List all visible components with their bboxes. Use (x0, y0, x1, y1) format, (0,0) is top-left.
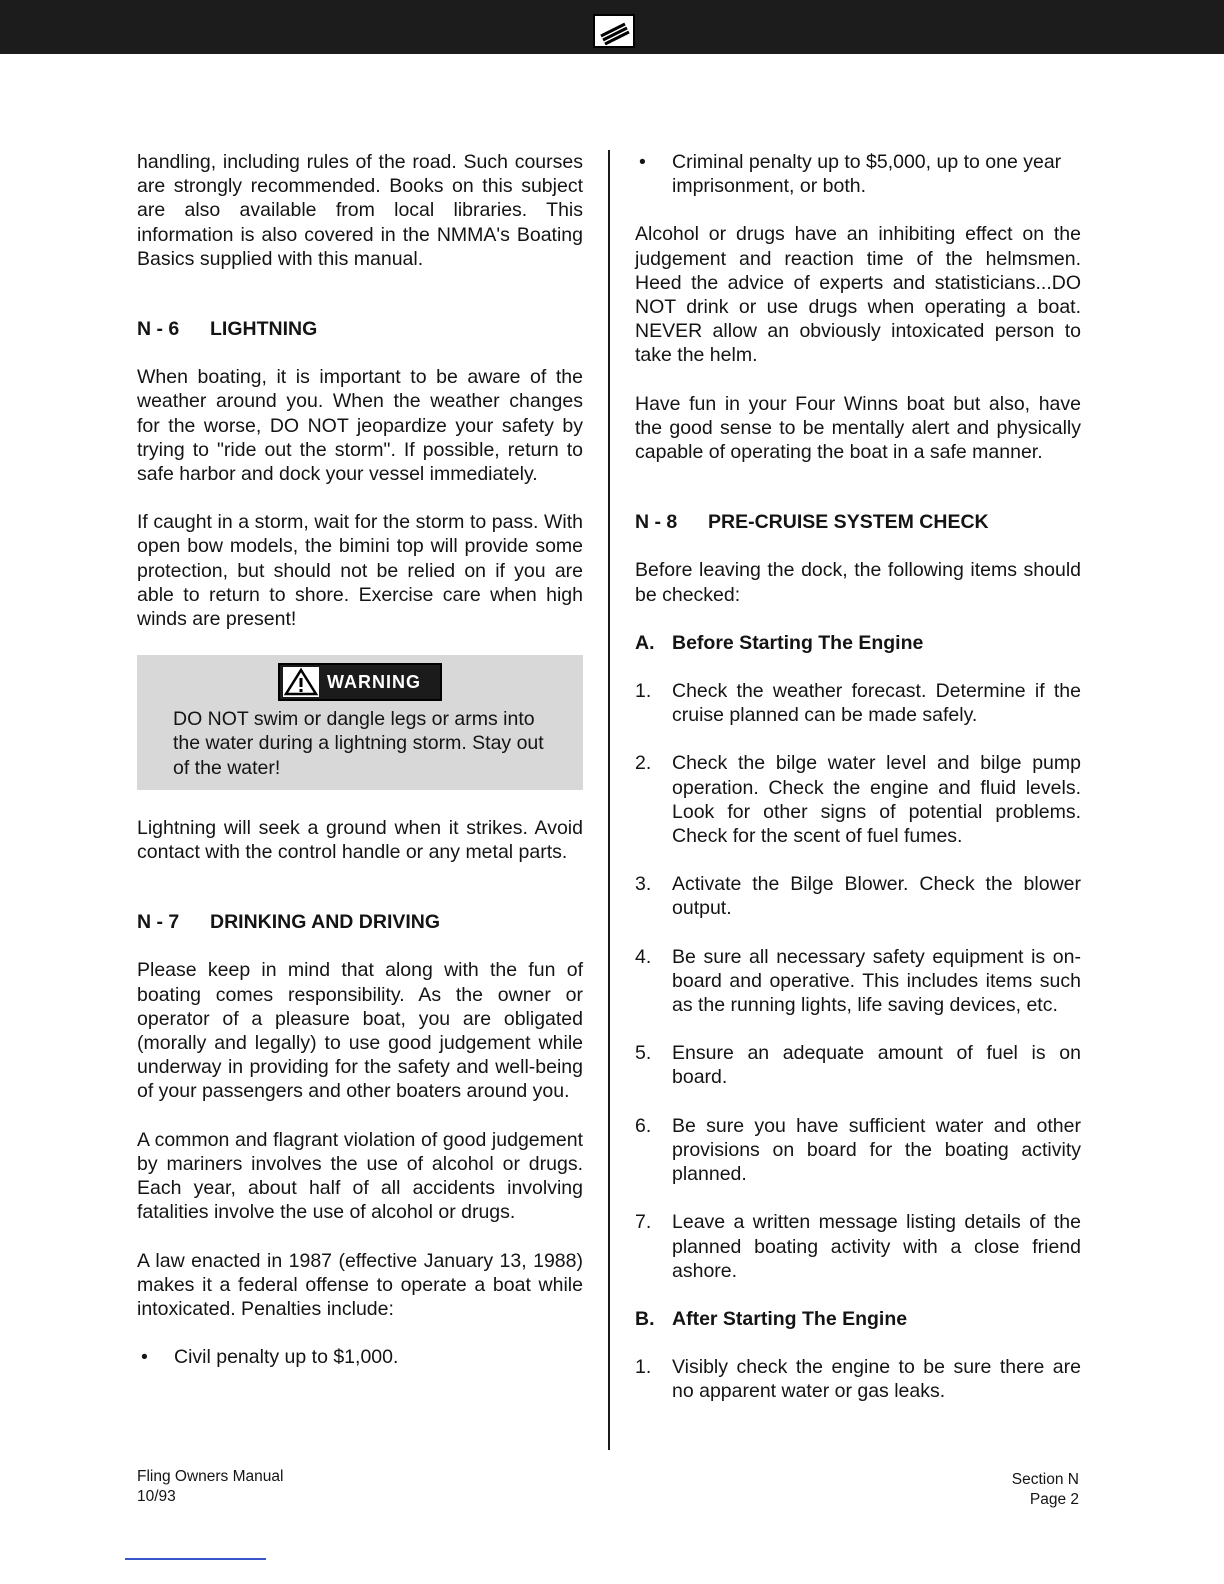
bullet-icon: • (639, 151, 646, 173)
bottom-edge-line (125, 1558, 266, 1560)
list-item (635, 945, 1081, 1018)
footer-left (137, 1467, 283, 1507)
item-text: Ensure an adequate amount of fuel is on board. (672, 1042, 1081, 1089)
paragraph: Lightning will seek a ground when it strikes. Avoid contact with the control handle or any metal parts. (137, 816, 583, 864)
section-heading-n7 (137, 910, 583, 934)
section-number: N - 6 (137, 318, 180, 341)
column-divider (608, 150, 610, 1450)
paragraph: When boating, it is important to be aware of the weather around you. When the weather changes for the worse, DO NOT jeopardize your safety by trying to "ride out the storm". If possible, return to safe harbor and dock your vessel immediately. (137, 366, 583, 486)
bullet-text: Criminal penalty up to $5,000, up to one year imprisonment, or both. (672, 151, 1062, 198)
subheading-letter: A. (635, 631, 655, 654)
subheading-title: Before Starting The Engine (672, 631, 924, 654)
section-heading-n8 (635, 510, 1081, 534)
paragraph: Please keep in mind that along with the fun of boating comes responsibility. As the owner or operator of a pleasure boat, you are obligated (morally and legally) to use good judgement while underway in providing for the safety and well-being of your passengers and other boaters around you. (137, 959, 583, 1103)
item-number: 6. (635, 1114, 652, 1137)
section-title: PRE-CRUISE SYSTEM CHECK (708, 511, 989, 534)
item-text: Check the bilge water level and bilge pump operation. Check the engine and fluid levels. Look for other signs of potential problems. Check for the scent of fuel fumes. (672, 752, 1081, 848)
warning-label-text: WARNING (327, 672, 421, 693)
four-winns-logo-icon (593, 14, 635, 48)
bullet-item (137, 1345, 583, 1369)
intro-paragraph: handling, including rules of the road. Such courses are strongly recommended. Books on this subject are also available from local libraries. This information is also covered in the NMMA's Boating Basics supplied with this manual. (137, 151, 583, 270)
list-item (635, 1355, 1081, 1403)
warning-label (278, 663, 442, 701)
item-text: Be sure you have sufficient water and other provisions on board for the boating activity planned. (672, 1114, 1081, 1186)
paragraph: Alcohol or drugs have an inhibiting effect on the judgement and reaction time of the helmsmen. Heed the advice of experts and statisticians...DO NOT drink or use drugs when operating a boat. NEVER allow an obviously intoxicated person to take the helm. (635, 223, 1081, 367)
item-number: 2. (635, 752, 652, 775)
paragraph: A common and flagrant violation of good judgement by mariners involves the use of alcohol or drugs. Each year, about half of all accidents involving fatalities involve the use of alcohol or drugs. (137, 1128, 583, 1224)
item-text: Leave a written message listing details of the planned boating activity with a close friend ashore. (672, 1211, 1081, 1282)
item-number: 4. (635, 945, 652, 968)
header-bar (0, 0, 1224, 54)
item-text: Check the weather forecast. Determine if the cruise planned can be made safely. (672, 680, 1081, 727)
page-number: Page 2 (1029, 1491, 1079, 1508)
item-number: 3. (635, 873, 652, 896)
item-text: Activate the Bilge Blower. Check the blower output. (672, 873, 1081, 920)
list-item (635, 1114, 1081, 1187)
list-item (635, 872, 1081, 920)
item-number: 1. (635, 1356, 652, 1379)
list-item (635, 1041, 1081, 1089)
item-number: 7. (635, 1211, 652, 1234)
bullet-text: Civil penalty up to $1,000. (174, 1346, 399, 1369)
section-title: LIGHTNING (210, 318, 318, 341)
item-text: Be sure all necessary safety equipment is on-board and operative. This includes items such as the running lights, life saving devices, etc. (672, 945, 1081, 1017)
subheading-a (635, 631, 1081, 655)
subheading-b (635, 1307, 1081, 1331)
subheading-title: After Starting The Engine (672, 1307, 908, 1330)
section-number: N - 7 (137, 911, 180, 934)
section-heading-n6 (137, 317, 583, 341)
section-number: N - 8 (635, 511, 678, 534)
paragraph: Have fun in your Four Winns boat but also, have the good sense to be mentally alert and physically capable of operating the boat in a safe manner. (635, 392, 1081, 464)
list-item (635, 751, 1081, 848)
bullet-item (635, 150, 1081, 198)
warning-triangle-icon (283, 667, 319, 697)
paragraph: A law enacted in 1987 (effective January 13, 1988) makes it a federal offense to operate a boat while intoxicated. Penalties include: (137, 1249, 583, 1320)
paragraph: Before leaving the dock, the following items should be checked: (635, 559, 1081, 606)
section-title: DRINKING AND DRIVING (210, 911, 441, 934)
right-column (635, 150, 1081, 1428)
list-item (635, 679, 1081, 727)
left-column (137, 150, 583, 1393)
item-text: Visibly check the engine to be sure there are no apparent water or gas leaks. (672, 1356, 1081, 1403)
item-number: 1. (635, 680, 652, 703)
manual-title: Fling Owners Manual (137, 1468, 284, 1485)
subheading-letter: B. (635, 1307, 655, 1330)
footer-right (1012, 1470, 1079, 1510)
warning-box (137, 655, 583, 790)
manual-date: 10/93 (137, 1488, 176, 1505)
section-label: Section N (1011, 1471, 1079, 1488)
list-item (635, 1210, 1081, 1283)
item-number: 5. (635, 1042, 652, 1065)
bullet-icon: • (141, 1346, 148, 1369)
warning-text: DO NOT swim or dangle legs or arms into the water during a lightning storm. Stay out of the water! (173, 708, 544, 779)
paragraph: If caught in a storm, wait for the storm to pass. With open bow models, the bimini top will provide some protection, but should not be relied on if you are able to return to shore. Exercise care when high winds are present! (137, 511, 583, 631)
